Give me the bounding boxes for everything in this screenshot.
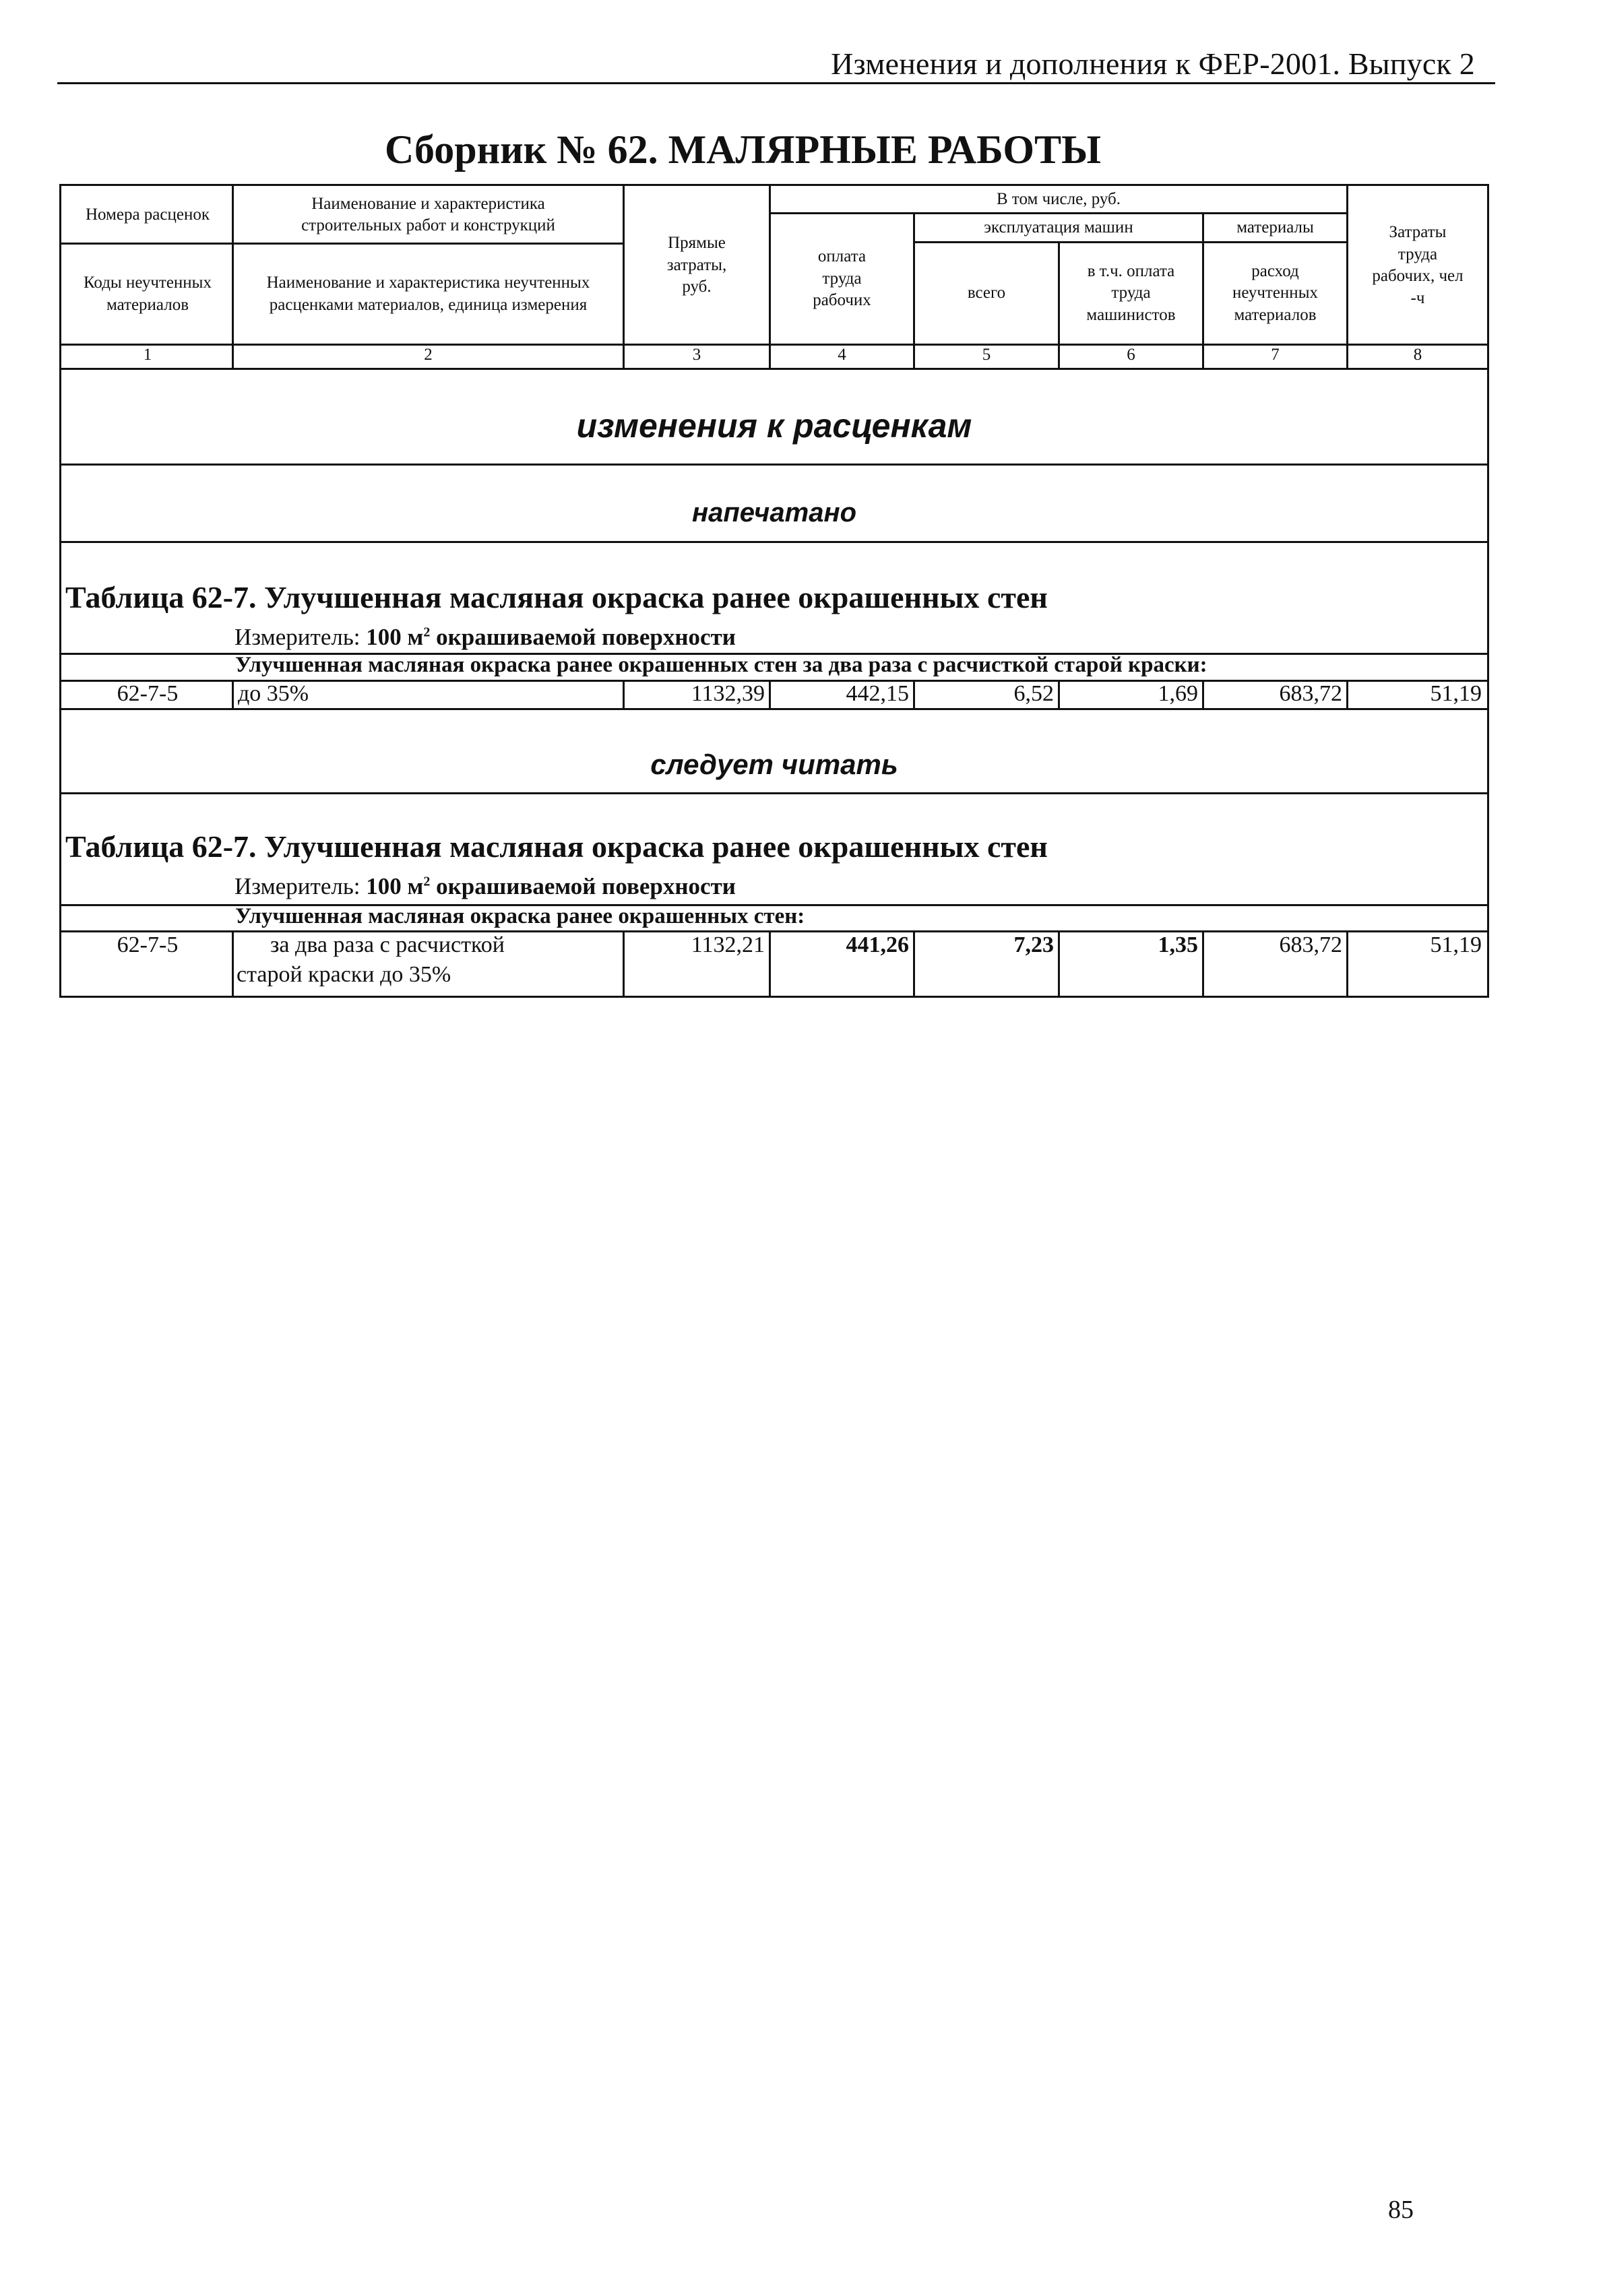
printed-section-title: Улучшенная масляная окраска ранее окрашенных стен за два раза с расчисткой старой краски:	[235, 653, 1207, 677]
header-labor-pay: оплата труда рабочих	[813, 247, 871, 310]
header-work-name: Наименование и характеристика строительных работ и конструкций	[301, 194, 555, 234]
printed-unit: Измеритель: 100 $м^2$ окрашиваемой поверхности	[234, 624, 736, 650]
corrected-labor-hours: 51,19	[1430, 932, 1482, 957]
rates-table	[59, 184, 1489, 998]
page-number: 85	[1388, 2196, 1414, 2224]
col-divider	[232, 680, 234, 708]
header-machines-total: всего	[967, 284, 1006, 302]
column-number: 4	[838, 346, 846, 364]
column-number: 3	[692, 346, 701, 364]
changes-banner: изменения к расценкам	[576, 407, 972, 445]
should-read-banner: следует читать	[650, 748, 898, 780]
header-materials: материалы	[1236, 218, 1314, 236]
printed-machinists-pay: 1,69	[1158, 681, 1198, 706]
corrected-labor-pay: 441,26	[846, 932, 909, 957]
printed-machines-total: 6,52	[1013, 681, 1054, 706]
printed-direct-costs: 1132,39	[691, 681, 765, 706]
printed-rate-code: 62-7-5	[117, 681, 179, 706]
header-labor-hours: Затраты труда рабочих, чел -ч	[1372, 223, 1464, 307]
printed-labor-hours: 51,19	[1430, 681, 1482, 706]
column-number: 7	[1271, 346, 1280, 364]
banner-divider	[61, 464, 1487, 466]
header-row-divider	[61, 368, 1487, 370]
printed-table-title: Таблица 62-7. Улучшенная масляная окраска ранее окрашенных стен	[65, 580, 1048, 614]
collection-title: Сборник № 62. МАЛЯРНЫЕ РАБОТЫ	[384, 127, 1102, 172]
column-number: 8	[1413, 346, 1422, 364]
column-number: 6	[1127, 346, 1135, 364]
header-machinists-pay: в т.ч. оплата труда машинистов	[1086, 261, 1176, 324]
printed-labor-pay: 442,15	[846, 681, 909, 706]
corrected-section-title: Улучшенная масляная окраска ранее окрашенных стен:	[235, 904, 805, 928]
corrected-machines-total: 7,23	[1013, 932, 1054, 957]
column-number: 2	[424, 346, 433, 364]
header-machine-operation: эксплуатация машин	[984, 218, 1133, 236]
printed-work-name: до 35%	[238, 681, 309, 706]
corrected-machinists-pay: 1,35	[1158, 932, 1198, 957]
header-material-codes: Коды неучтенных материалов	[84, 274, 212, 314]
header-including: В том числе, руб.	[996, 190, 1121, 209]
column-number: 5	[982, 346, 991, 364]
row-bottom-border	[61, 708, 1487, 710]
corrected-direct-costs: 1132,21	[691, 932, 765, 957]
banner-divider	[61, 541, 1487, 543]
banner-divider	[61, 792, 1487, 794]
corrected-unit: Измеритель: 100 $м^2$ окрашиваемой поверхности	[234, 873, 736, 899]
printed-materials: 683,72	[1279, 681, 1342, 706]
corrected-materials: 683,72	[1279, 932, 1342, 957]
corrected-rate-code: 62-7-5	[117, 932, 179, 957]
header-direct-costs: Прямые затраты, руб.	[666, 234, 727, 296]
column-number: 1	[143, 346, 152, 364]
header-materials-consumption: расход неучтенных материалов	[1232, 261, 1318, 324]
corrected-work-name-line2: старой краски до 35%	[237, 962, 451, 987]
document-header-title: Изменения и дополнения к ФЕР-2001. Выпуск 2	[831, 46, 1475, 81]
header-rule	[57, 82, 1495, 84]
corrected-table-title: Таблица 62-7. Улучшенная масляная окраска ранее окрашенных стен	[65, 829, 1048, 864]
header-rate-numbers: Номера расценок	[85, 205, 210, 224]
printed-banner: напечатано	[691, 498, 857, 528]
col-divider	[232, 930, 234, 996]
corrected-work-name-line1: за два раза с расчисткой	[270, 932, 505, 957]
header-material-name: Наименование и характеристика неучтенных расценками материалов, единица измерения	[266, 274, 590, 314]
